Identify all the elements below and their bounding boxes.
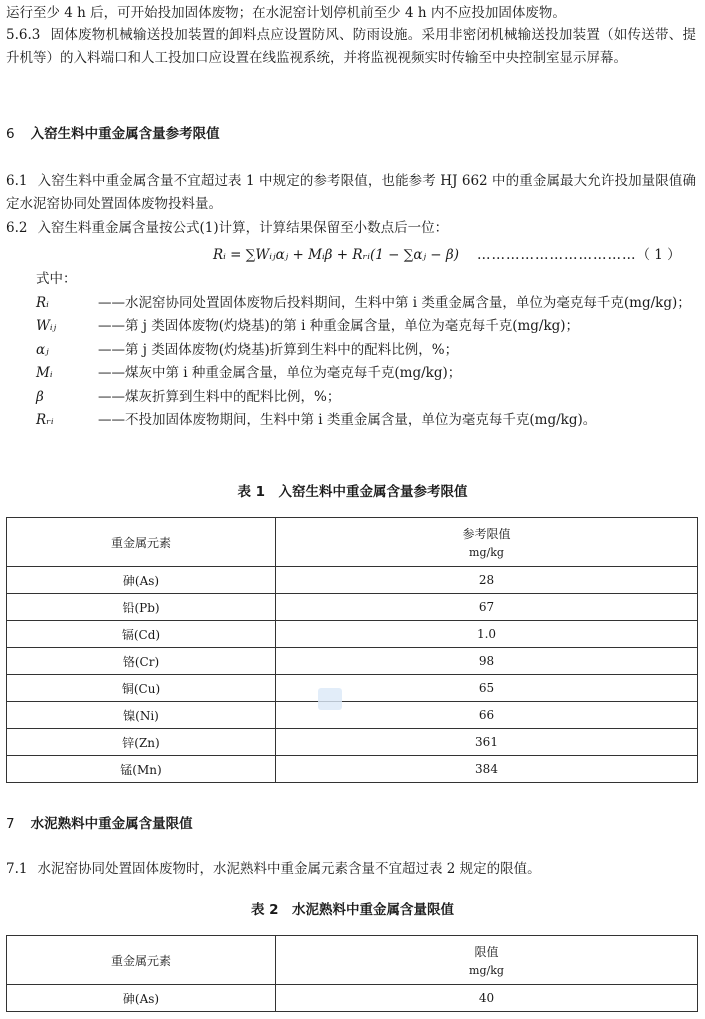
table-2 — [6, 935, 698, 1012]
watermark-logo — [318, 688, 342, 710]
paragraph-continuation: 运行至少 4 h 后，可开始投加固体废物；在水泥窑计划停机前至少 4 h 内不应投加固体废物。 — [6, 5, 566, 21]
cell-value: 384 — [276, 756, 698, 783]
definition-symbol: Rᵣᵢ — [36, 412, 54, 428]
definition-symbol: Wᵢⱼ — [36, 318, 57, 334]
definition-text: ——第 j 类固体废物(灼烧基)折算到生料中的配料比例，%； — [98, 341, 459, 358]
section-title: 入窑生料中重金属含量参考限值 — [30, 126, 220, 142]
definition-item — [36, 386, 696, 410]
cell-element: 铜(Cu) — [7, 675, 276, 702]
formula-number: （ 1 ） — [636, 247, 681, 263]
table-row — [7, 648, 698, 675]
clause-number: 7.1 — [6, 861, 28, 877]
definition-symbol: αⱼ — [36, 341, 49, 358]
cell-element: 镍(Ni) — [7, 702, 276, 729]
table-2-caption: 表 2 水泥熟料中重金属含量限值 — [250, 902, 455, 918]
paragraph-6-2 — [6, 217, 697, 239]
definition-text: ——煤灰折算到生料中的配料比例，%； — [98, 388, 341, 405]
cell-value: 66 — [276, 702, 698, 729]
table-row — [7, 729, 698, 756]
table-header-row — [7, 518, 698, 567]
definition-symbol: Rᵢ — [36, 294, 49, 311]
cell-element: 砷(As) — [7, 567, 276, 594]
formula-1 — [213, 243, 681, 263]
header-unit: mg/kg — [469, 964, 504, 977]
paragraph-7-1 — [6, 858, 697, 880]
table-row — [7, 567, 698, 594]
clause-number: 5.6.3 — [6, 27, 41, 43]
clause-text: 固体废物机械输送投加装置的卸料点应设置防风、防雨设施。采用非密闭机械输送投加装置（如传送带、提升机等）的入料端口和人工投加口应设置在线监视系统，并将监视视频实时传输至中央控制室显示屏幕。 — [6, 27, 696, 66]
definition-item — [36, 362, 696, 386]
cell-element: 镉(Cd) — [7, 621, 276, 648]
cell-value: 98 — [276, 648, 698, 675]
cell-element: 锌(Zn) — [7, 729, 276, 756]
section-7-heading — [6, 812, 193, 832]
section-6-heading — [6, 122, 220, 142]
clause-number: 6.1 — [6, 173, 28, 189]
cell-element: 砷(As) — [7, 985, 276, 1012]
table-1 — [6, 517, 698, 783]
clause-text: 入窑生料重金属含量按公式(1)计算，计算结果保留至小数点后一位： — [37, 220, 449, 236]
cell-value: 40 — [276, 985, 698, 1012]
paragraph-5-6-3 — [6, 24, 696, 70]
section-title: 水泥熟料中重金属含量限值 — [30, 816, 193, 832]
definition-symbol: Mᵢ — [36, 365, 53, 381]
table-row — [7, 756, 698, 783]
header-element: 重金属元素 — [7, 936, 276, 985]
cell-value: 361 — [276, 729, 698, 756]
cell-element: 锰(Mn) — [7, 756, 276, 783]
section-number: 7 — [6, 816, 15, 832]
clause-text: 入窑生料中重金属含量不宜超过表 1 中规定的参考限值，也能参考 HJ 662 中的重金属最大允许投加量限值确定水泥窑协同处置固体废物投料量。 — [6, 173, 696, 212]
cell-element: 铬(Cr) — [7, 648, 276, 675]
cell-value: 65 — [276, 675, 698, 702]
formula-definitions — [36, 268, 696, 433]
formula-expression: Rᵢ = ∑Wᵢⱼαⱼ + Mᵢβ + Rᵣᵢ(1 − ∑αⱼ − β) — [213, 247, 459, 263]
cell-value: 28 — [276, 567, 698, 594]
table-row — [7, 594, 698, 621]
header-limit — [276, 518, 698, 567]
header-unit: mg/kg — [469, 546, 504, 559]
paragraph-6-1 — [6, 170, 696, 216]
table-row — [7, 675, 698, 702]
definition-text: ——第 j 类固体废物(灼烧基)的第 i 种重金属含量，单位为毫克每千克(mg/kg)； — [98, 318, 580, 334]
table-row — [7, 985, 698, 1012]
table-1-caption: 表 1 入窑生料中重金属含量参考限值 — [237, 484, 468, 500]
definition-text: ——煤灰中第 i 种重金属含量，单位为毫克每千克(mg/kg)； — [98, 365, 462, 381]
clause-number: 6.2 — [6, 220, 28, 236]
cell-value: 1.0 — [276, 621, 698, 648]
definition-item — [36, 339, 696, 363]
definition-item — [36, 292, 696, 316]
clause-text: 水泥窑协同处置固体废物时，水泥熟料中重金属元素含量不宜超过表 2 规定的限值。 — [37, 861, 541, 877]
header-element: 重金属元素 — [7, 518, 276, 567]
definition-symbol: β — [36, 388, 44, 405]
table-row — [7, 621, 698, 648]
formula-leader-dots: …………………………… — [477, 247, 637, 263]
header-limit — [276, 936, 698, 985]
cell-element: 铅(Pb) — [7, 594, 276, 621]
table-header-row — [7, 936, 698, 985]
where-label: 式中： — [36, 271, 77, 287]
definition-item — [36, 315, 696, 339]
definition-item — [36, 409, 696, 433]
table-row — [7, 702, 698, 729]
header-limit-label: 参考限值 — [462, 527, 511, 541]
cell-value: 67 — [276, 594, 698, 621]
section-number: 6 — [6, 126, 15, 142]
definition-text: ——水泥窑协同处置固体废物后投料期间，生料中第 i 类重金属含量，单位为毫克每千克(mg/kg)； — [98, 294, 691, 311]
definition-text: ——不投加固体废物期间，生料中第 i 类重金属含量，单位为毫克每千克(mg/kg)。 — [98, 412, 597, 428]
header-limit-label: 限值 — [474, 945, 499, 959]
